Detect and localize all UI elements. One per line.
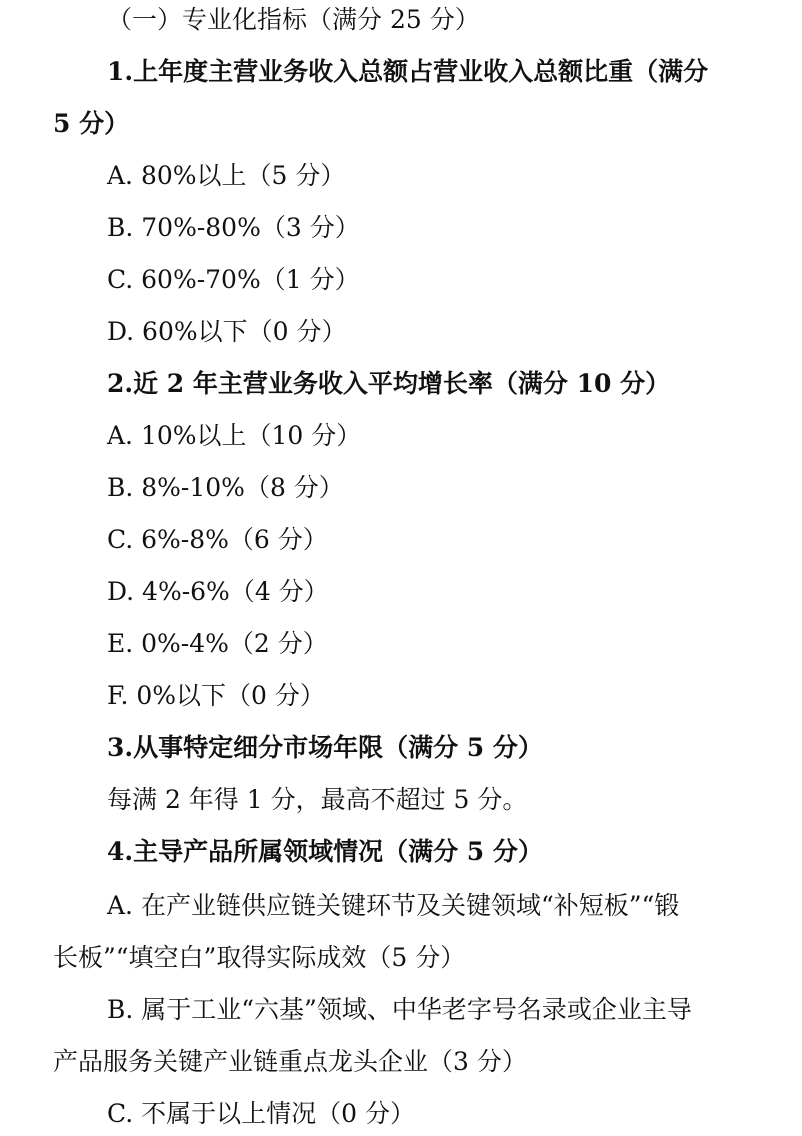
item-2-option-d: D. 4%-6%（4 分） — [107, 577, 329, 606]
item-2-option-b: B. 8%-10%（8 分） — [107, 473, 344, 502]
item-3-text: 每满 2 年得 1 分，最高不超过 5 分。 — [107, 785, 528, 814]
item-4-heading: 4.主导产品所属领域情况（满分 5 分） — [107, 837, 543, 866]
item-2-option-f: F. 0%以下（0 分） — [107, 681, 325, 710]
item-3-heading: 3.从事特定细分市场年限（满分 5 分） — [107, 733, 543, 762]
section-title: （一）专业化指标（满分 25 分） — [107, 5, 480, 34]
item-1-option-d: D. 60%以下（0 分） — [107, 317, 347, 346]
item-1-heading-line2: 5 分） — [53, 109, 130, 138]
item-2-option-c: C. 6%-8%（6 分） — [107, 525, 328, 554]
item-2-option-a: A. 10%以上（10 分） — [107, 421, 362, 450]
item-1-option-a: A. 80%以上（5 分） — [107, 161, 346, 190]
item-4-option-c: C. 不属于以上情况（0 分） — [107, 1099, 415, 1128]
item-1-option-c: C. 60%-70%（1 分） — [107, 265, 360, 294]
item-4-option-b-line1: B. 属于工业“六基”领域、中华老字号名录或企业主导 — [107, 995, 692, 1024]
item-4-option-b-line2: 产品服务关键产业链重点龙头企业（3 分） — [53, 1047, 527, 1076]
item-1-heading-line1: 1.上年度主营业务收入总额占营业收入总额比重（满分 — [107, 57, 709, 86]
item-2-heading: 2.近 2 年主营业务收入平均增长率（满分 10 分） — [107, 369, 671, 398]
item-2-option-e: E. 0%-4%（2 分） — [107, 629, 328, 658]
item-4-option-a-line2: 长板”“填空白”取得实际成效（5 分） — [53, 943, 466, 972]
item-4-option-a-line1: A. 在产业链供应链关键环节及关键领域“补短板”“锻 — [107, 891, 680, 920]
item-1-option-b: B. 70%-80%（3 分） — [107, 213, 360, 242]
